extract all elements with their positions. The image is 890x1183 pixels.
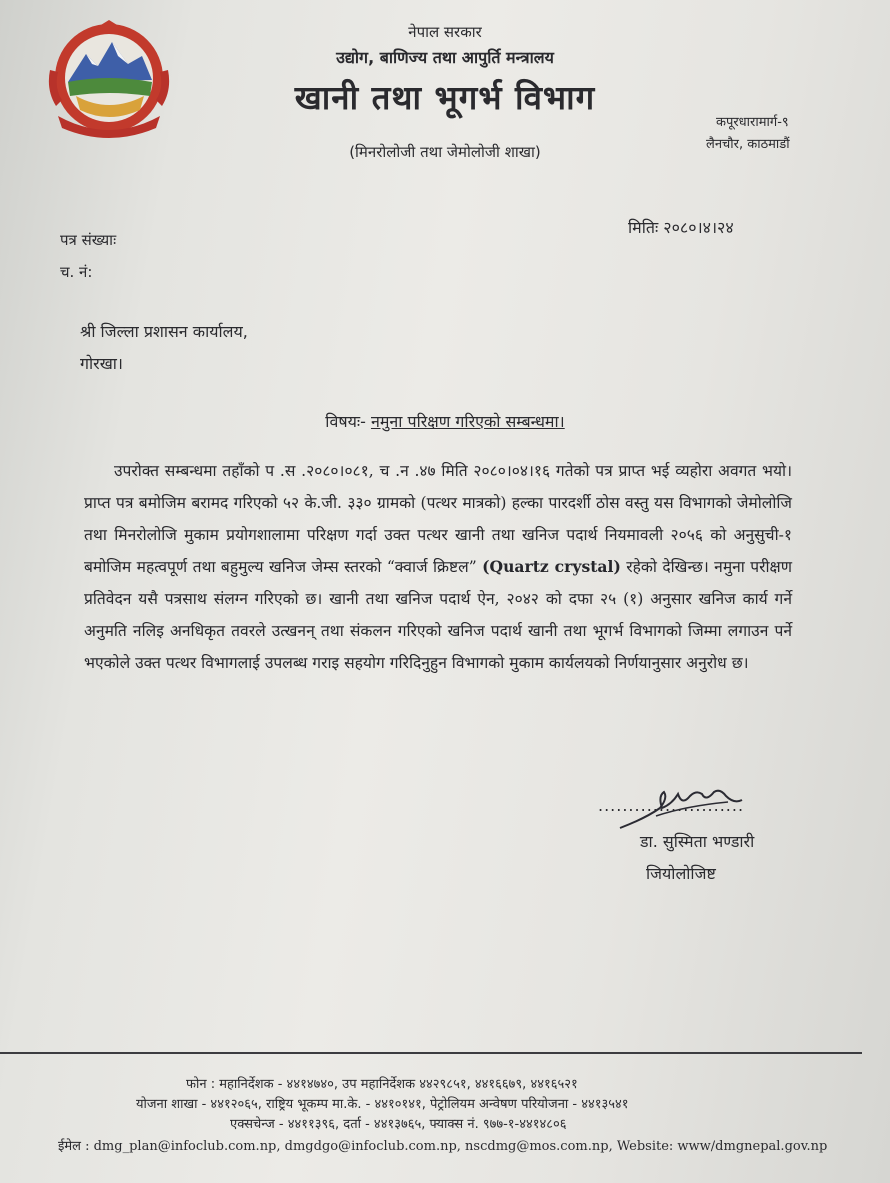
government-name: नेपाल सरकार	[408, 23, 482, 41]
recipient-office: श्री जिल्ला प्रशासन कार्यालय,	[80, 322, 248, 341]
footer-phone-line: फोन : महानिर्देशक - ४४१४७४०, उप महानिर्देशक ४४२९८५१, ४४१६६७९, ४४१६५२१	[186, 1077, 578, 1092]
letter-number-label: पत्र संख्याः	[60, 231, 117, 249]
address-line-2: लैनचौर, काठमाडौं	[706, 137, 790, 152]
body-english-term: (Quartz crystal)	[482, 557, 621, 577]
subject-line	[0, 410, 890, 432]
signatory-title: जियोलोजिष्ट	[646, 864, 716, 883]
branch-name: (मिनरोलोजी तथा जेमोलोजी शाखा)	[349, 143, 541, 161]
subject-text: नमुना परिक्षण गरिएको सम्बन्धमा।	[370, 412, 565, 431]
signatory-name: डा. सुस्मिता भण्डारी	[640, 832, 755, 851]
footer-divider	[0, 1052, 862, 1054]
ministry-name: उद्योग, बाणिज्य तथा आपुर्ति मन्त्रालय	[336, 48, 554, 67]
address-line-1: कपूरधारामार्ग-९	[716, 115, 789, 130]
dispatch-number-label: च. नं:	[60, 263, 93, 281]
body-part-2: रहेको देखिन्छ। नमुना परीक्षण प्रतिवेदन यसै पत्रसाथ संलग्न गरिएको छ। खानी तथा खनिज पदार्थ ऐन, २०४२ को दफा २५ (१) अनुसार खनिज कार्य गर्ने अनुमति नलिइ अनधिकृत तवरले उत्खनन् तथा संकलन गरिएको खनिज पदार्थ खानी तथा भूगर्भ विभागको जिम्मा लगाउन पर्ने भएकोले उक्त पत्थर विभागलाई उपलब्ध गराइ सहयोग गरिदिनुहुन विभागको मुकाम कार्यलयको निर्णयानुसार अनुरोध छ।	[84, 558, 792, 672]
letter-date: मितिः २०८०।४।२४	[628, 218, 734, 237]
recipient-location: गोरखा।	[80, 354, 123, 373]
footer-branches-line: योजना शाखा - ४४१२०६५, राष्ट्रिय भूकम्प मा.के. - ४४१०१४१, पेट्रोलियम अन्वेषण परियोजना - ४४१३५४१	[136, 1097, 629, 1112]
letter-body	[84, 456, 792, 680]
signature-dotted-line: ........................	[598, 796, 745, 815]
body-part-1: उपरोक्त सम्बन्धमा तहाँको प .स .२०८०।०८१, च .न .४७ मिति २०८०।०४।१६ गतेको पत्र प्राप्त भई व्यहोरा अवगत भयो। प्राप्त पत्र बमोजिम बरामद गरिएको ५२ के.जी. ३३० ग्रामको (पत्थर मात्रको) हल्का पारदर्शी ठोस वस्तु यस विभागको जेमोलोजि तथा मिनरोलोजि मुकाम प्रयोगशालामा परिक्षण गर्दा उक्त पत्थर खानी तथा खनिज पदार्थ नियमावली २०५६ को अनुसुची-१ बमोजिम महत्वपूर्ण तथा बहुमुल्य खनिज जेम्स स्तरको “क्वार्ज क्रिष्टल”	[84, 462, 792, 577]
subject-prefix: विषयः-	[325, 412, 371, 431]
footer-email-line: ईमेल : dmg_plan@infoclub.com.np, dmgdgo@infoclub.com.np, nscdmg@mos.com.np, Website: www/dmgnepal.gov.np	[58, 1139, 828, 1154]
department-name: खानी तथा भूगर्भ विभाग	[294, 78, 596, 117]
footer-exchange-line: एक्सचेन्ज - ४४११३९६, दर्ता - ४४१३७६५, फ्याक्स नं. ९७७-१-४४१४८०६	[230, 1117, 567, 1132]
